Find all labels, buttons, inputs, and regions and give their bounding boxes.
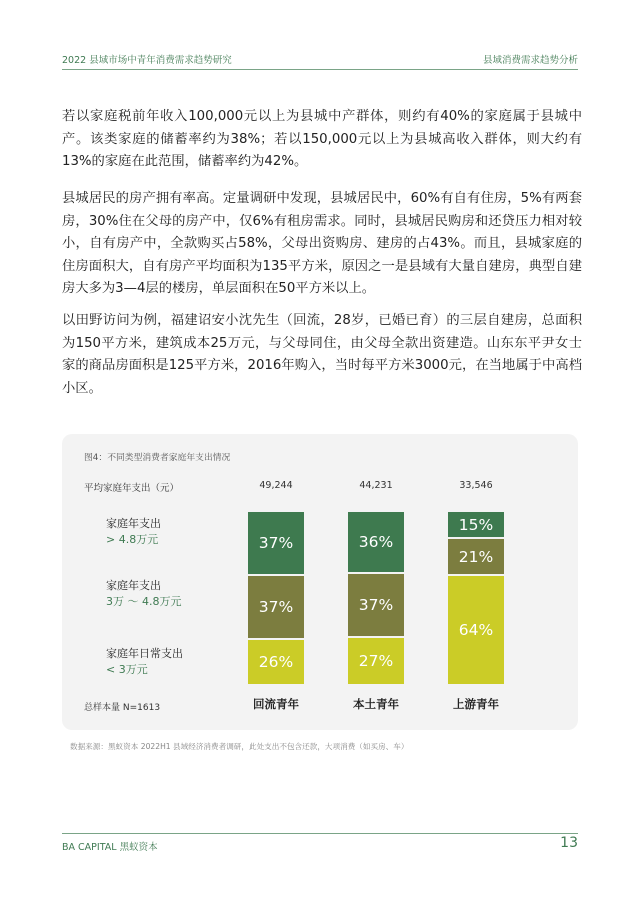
- legend-title: 家庭年支出: [106, 579, 161, 592]
- stacked-bar: [248, 512, 304, 684]
- total-value: 49,244: [259, 480, 293, 491]
- stacked-bar: [348, 512, 404, 684]
- total-value: 44,231: [359, 480, 393, 491]
- figure-title: 图4：不同类型消费者家庭年支出情况: [84, 453, 231, 463]
- legend-title: 家庭年日常支出: [106, 647, 183, 660]
- legend-range: > 4.8万元: [106, 533, 159, 546]
- header-report-title: 2022 县域市场中青年消费需求趋势研究: [62, 55, 232, 66]
- group-label: 上游青年: [453, 697, 499, 711]
- segment-low-spend: 27%: [348, 638, 404, 684]
- segment-mid-spend: 37%: [248, 576, 304, 638]
- group-label: 本土青年: [353, 697, 399, 711]
- header-divider: [62, 69, 578, 70]
- segment-high-spend: 15%: [448, 512, 504, 537]
- figure-card: [62, 434, 578, 730]
- sample-size: 总样本量 N=1613: [84, 703, 161, 713]
- group-label: 回流青年: [253, 697, 299, 711]
- header-section-title: 县域消费需求趋势分析: [482, 55, 578, 66]
- segment-mid-spend: 21%: [448, 539, 504, 574]
- paragraph-housing: 县城居民的房产拥有率高。定量调研中发现，县城居民中，60%有自有住房，5%有两套房，30%住在父母的房产中，仅6%有租房需求。同时，县城居民购房和还贷压力相对较小，自有房产中，全款购买占58%，父母出资购房、建房的占43%。而且，县城家庭的住房面积大，自有房产平均面积为135平方米，原因之一是县域有大量自建房，典型自建房大多为3—4层的楼房，单层面积在50平方米以上。: [62, 191, 582, 296]
- segment-low-spend: 64%: [448, 576, 504, 684]
- legend-high-spend: [106, 516, 161, 548]
- legend-range: < 3万元: [106, 663, 148, 676]
- average-spend-label: 平均家庭年支出（元）: [84, 483, 180, 494]
- paragraph-middle-class: 若以家庭税前年收入100,000元以上为县城中产群体，则约有40%的家庭属于县城中产。该类家庭的储蓄率约为38%；若以150,000元以上为县城高收入群体，则大约有13%的家庭在此范围，储蓄率约为42%。: [62, 109, 582, 169]
- stacked-bar: [448, 512, 504, 684]
- segment-low-spend: 26%: [248, 640, 304, 684]
- legend-title: 家庭年支出: [106, 517, 161, 530]
- segment-high-spend: 37%: [248, 512, 304, 574]
- segment-mid-spend: 37%: [348, 574, 404, 636]
- legend-range: 3万 ～ 4.8万元: [106, 595, 182, 608]
- total-value: 33,546: [459, 480, 493, 491]
- footer-brand: BA CAPITAL 黑蚁资本: [62, 842, 158, 853]
- segment-high-spend: 36%: [348, 512, 404, 572]
- legend-mid-spend: [106, 578, 182, 610]
- footer-divider: [62, 833, 578, 834]
- page-number: 13: [560, 835, 578, 851]
- legend-low-spend: [106, 646, 183, 678]
- data-source-note: 数据来源：黑蚁资本 2022H1 县域经济消费者调研，此处支出不包含还款，大项消费（如买房、车）: [70, 742, 409, 751]
- paragraph-field-visit: 以田野访问为例，福建诏安小沈先生（回流，28岁，已婚已育）的三层自建房，总面积为150平方米，建筑成本25万元，与父母同住，由父母全款出资建造。山东东平尹女士家的商品房面积是125平方米，2016年购入，当时每平方米3000元，在当地属于中高档小区。: [62, 313, 582, 396]
- page-header: [0, 0, 640, 70]
